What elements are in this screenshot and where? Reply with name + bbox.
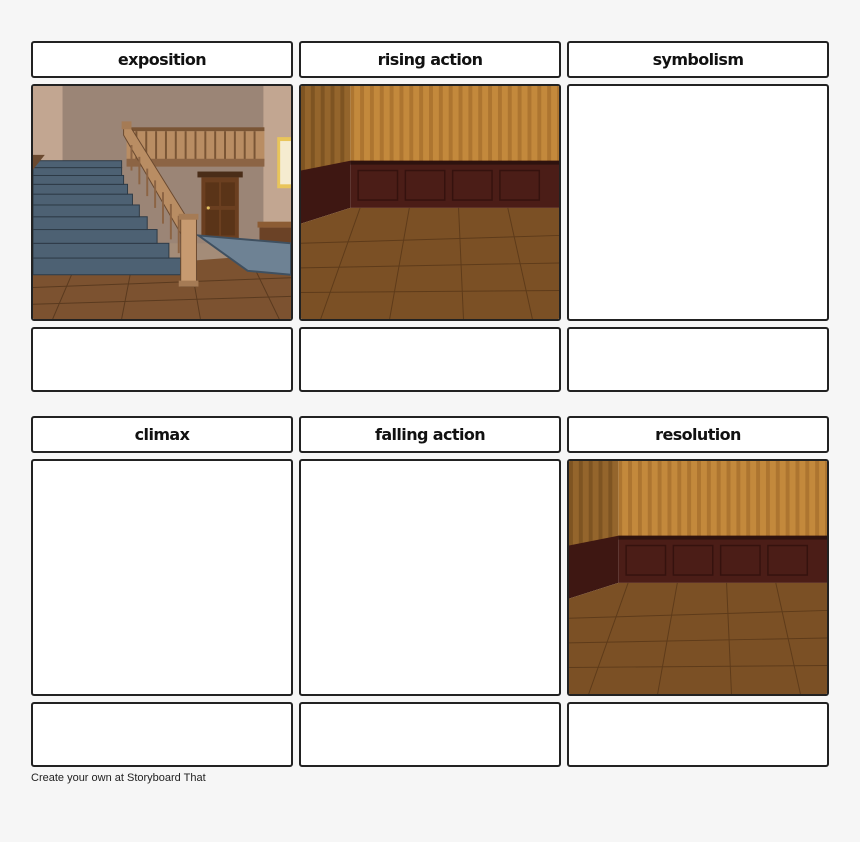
caption-box[interactable]	[31, 327, 293, 392]
scene-panel-empty-room[interactable]	[567, 459, 829, 696]
footer-credit: Create your own at Storyboard That	[31, 772, 206, 784]
empty-room-illustration	[569, 461, 827, 694]
cell-title: rising action	[299, 41, 561, 78]
cell-title: climax	[31, 416, 293, 453]
cell-title: resolution	[567, 416, 829, 453]
cell-title: exposition	[31, 41, 293, 78]
scene-panel-empty-room[interactable]	[299, 84, 561, 321]
scene-panel-blank[interactable]	[299, 459, 561, 696]
empty-room-illustration	[301, 86, 559, 319]
caption-box[interactable]	[31, 702, 293, 767]
cell-title: symbolism	[567, 41, 829, 78]
scene-panel-blank[interactable]	[31, 459, 293, 696]
caption-box[interactable]	[299, 702, 561, 767]
scene-panel-staircase-hall[interactable]	[31, 84, 293, 321]
caption-box[interactable]	[567, 327, 829, 392]
cell-title: falling action	[299, 416, 561, 453]
scene-panel-blank[interactable]	[567, 84, 829, 321]
staircase-hall-illustration	[33, 86, 291, 319]
caption-box[interactable]	[567, 702, 829, 767]
caption-box[interactable]	[299, 327, 561, 392]
